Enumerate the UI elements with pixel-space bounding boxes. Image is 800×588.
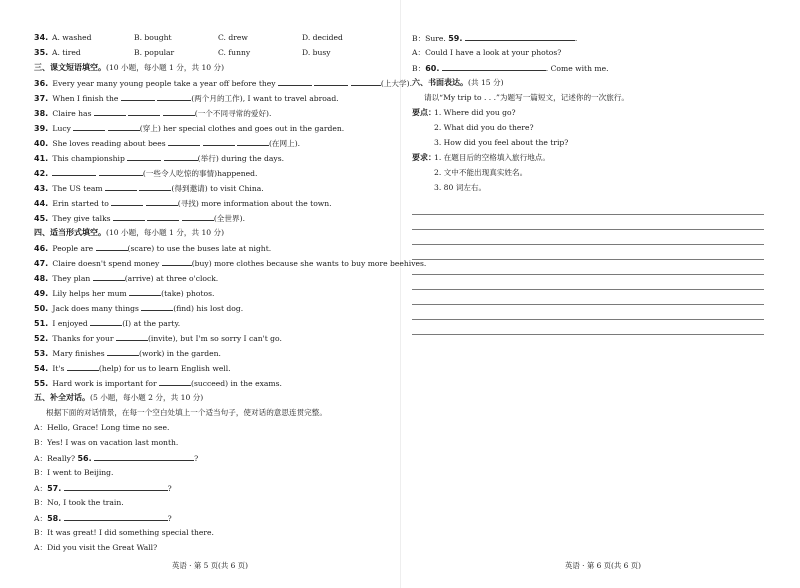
sentence-end: in the garden. (164, 349, 221, 358)
answer-blank[interactable] (146, 195, 178, 206)
dialog-line: A：Could I have a look at your photos? (412, 48, 562, 57)
dialog-punctuation: ? (194, 454, 199, 463)
sentence-start: Lily helps her mum (52, 289, 127, 298)
writing-line[interactable] (412, 320, 764, 335)
sentence-end: in the exams. (228, 379, 282, 388)
phrase-row-37 (34, 90, 392, 105)
writing-line[interactable] (412, 245, 764, 260)
section-5-instruction: 根据下面的对话情景，在每一个空白处填上一个适当句子，使对话的意思连贯完整。 (46, 408, 327, 417)
dialog-punctuation: . (574, 34, 578, 43)
mc-row-35 (34, 45, 392, 60)
requirement-item: 2. 文中不能出现真实姓名。 (434, 168, 528, 177)
answer-blank[interactable] (351, 75, 381, 86)
sentence-start: Lucy (52, 124, 71, 133)
page-fold-divider (400, 0, 401, 588)
sentence-start: They give talks (52, 214, 111, 223)
question-number: 34. (34, 33, 49, 42)
form-row-49 (34, 285, 392, 300)
sentence-start: I enjoyed (52, 319, 88, 328)
section-note: (10 小题，每小题 1 分，共 10 分) (106, 63, 225, 72)
point-item: 1. Where did you go? (434, 108, 516, 117)
question-number: 57. (47, 484, 62, 493)
points-row-2 (412, 120, 766, 135)
answer-blank[interactable] (64, 480, 168, 491)
requirements-label: 要求： (412, 153, 436, 162)
phrase-row-44 (34, 195, 392, 210)
requirements-row-2 (412, 165, 766, 180)
chinese-hint: (一些令人吃惊的事情) (142, 169, 218, 178)
right-page (412, 30, 766, 195)
word-hint: (buy) (191, 259, 212, 268)
option-c: C. drew (218, 33, 248, 42)
answer-blank[interactable] (111, 195, 143, 206)
word-hint: (take) (161, 289, 184, 298)
dialog-line-59 (412, 30, 766, 45)
form-row-53 (34, 345, 392, 360)
dialog-line: B：Yes! I was on vacation last month. (34, 438, 179, 447)
question-number: 35. (34, 48, 49, 57)
answer-blank[interactable] (105, 180, 137, 191)
chinese-hint: (一个不同寻常的爱好) (194, 109, 270, 118)
phrase-row-41 (34, 150, 392, 165)
points-row-1 (412, 105, 766, 120)
question-number: 53. (34, 349, 49, 358)
word-hint: (invite) (147, 334, 176, 343)
option-d: D. decided (302, 33, 343, 42)
sentence-start: Thanks for your (52, 334, 114, 343)
answer-blank[interactable] (139, 180, 171, 191)
form-row-50 (34, 300, 392, 315)
answer-blank[interactable] (278, 75, 312, 86)
sentence-end: her special clothes and goes out in the garden. (160, 124, 345, 133)
section-6-instruction: 请以“My trip to . . .”为题写一篇短文，记述你的一次旅行。 (424, 93, 630, 102)
answer-blank[interactable] (93, 270, 125, 281)
question-number: 41. (34, 154, 49, 163)
form-row-48 (34, 270, 392, 285)
answer-blank[interactable] (203, 135, 235, 146)
chinese-hint: (上大学) (380, 79, 410, 88)
question-number: 49. (34, 289, 49, 298)
word-hint: (succeed) (191, 379, 229, 388)
chinese-hint: (穿上) (139, 124, 161, 133)
answer-blank[interactable] (314, 75, 348, 86)
sentence-start: People are (52, 244, 94, 253)
question-number: 45. (34, 214, 49, 223)
option-c: C. funny (218, 48, 251, 57)
section-note: (10 小题，每小题 1 分，共 10 分) (106, 228, 225, 237)
writing-line[interactable] (412, 290, 764, 305)
question-number: 48. (34, 274, 49, 283)
answer-blank[interactable] (90, 315, 122, 326)
option-a: A. washed (52, 33, 92, 42)
question-number: 37. (34, 94, 49, 103)
chinese-hint: (得到邀请) (171, 184, 208, 193)
answer-blank[interactable] (67, 360, 99, 371)
phrase-row-40 (34, 135, 392, 150)
requirement-item: 1. 在题目后的空格填入旅行地点。 (434, 153, 550, 162)
section-4-heading (34, 225, 392, 240)
sentence-end: to visit China. (207, 184, 264, 193)
requirement-item: 3. 80 词左右。 (434, 183, 487, 192)
answer-blank[interactable] (157, 90, 191, 101)
dialog-punctuation: ? (167, 514, 172, 523)
answer-blank[interactable] (116, 330, 148, 341)
section-note: (共 15 分) (468, 78, 504, 87)
section-3-heading (34, 60, 392, 75)
dialog-speaker-text: A： (34, 514, 48, 523)
answer-blank[interactable] (442, 60, 546, 71)
question-number: 38. (34, 109, 49, 118)
sentence-start: They plan (52, 274, 91, 283)
section-5-heading (34, 390, 392, 405)
sentence-end: his lost dog. (194, 304, 244, 313)
point-item: 2. What did you do there? (434, 123, 534, 132)
sentence-start: She loves reading about bees (52, 139, 166, 148)
form-row-52 (34, 330, 392, 345)
dialog-speaker-text: B： (412, 64, 426, 73)
answer-blank[interactable] (127, 150, 161, 161)
answer-blank[interactable] (159, 375, 191, 386)
dialog-line-57 (34, 480, 392, 495)
question-number: 54. (34, 364, 49, 373)
answer-blank[interactable] (121, 90, 155, 101)
sentence-end: more information about the town. (198, 199, 332, 208)
question-number: 60. (425, 64, 440, 73)
question-number: 40. (34, 139, 49, 148)
phrase-row-42 (34, 165, 392, 180)
writing-line[interactable] (412, 260, 764, 275)
sentence-start: Erin started to (52, 199, 109, 208)
mc-row-34 (34, 30, 392, 45)
form-row-55 (34, 375, 392, 390)
sentence-start: It's (52, 364, 65, 373)
option-d: D. busy (302, 48, 331, 57)
chinese-hint: (举行) (197, 154, 219, 163)
dialog-punctuation: . Come with me. (545, 64, 609, 73)
sentence-start: Every year many young people take a year off before they (52, 79, 276, 88)
sentence-start: When I finish the (52, 94, 119, 103)
word-hint: (scare) (127, 244, 155, 253)
writing-line[interactable] (412, 215, 764, 230)
answer-blank[interactable] (147, 210, 179, 221)
answer-blank[interactable] (73, 120, 105, 131)
points-label: 要点： (412, 108, 436, 117)
sentence-end: photos. (183, 289, 215, 298)
question-number: 46. (34, 244, 49, 253)
question-number: 47. (34, 259, 49, 268)
sentence-end: more clothes because she wants to buy more beehives. (211, 259, 427, 268)
answer-blank[interactable] (129, 285, 161, 296)
section-title: 四、适当形式填空。 (34, 228, 106, 237)
question-number: 42. (34, 169, 49, 178)
chinese-hint: (两个月的工作) (191, 94, 243, 103)
answer-blank[interactable] (162, 255, 192, 266)
points-row-3 (412, 135, 766, 150)
sentence-end: , I want to travel abroad. (242, 94, 339, 103)
sentence-end: at three o'clock. (153, 274, 219, 283)
sentence-end: , but I'm so sorry I can't go. (175, 334, 282, 343)
sentence-start: Hard work is important for (52, 379, 157, 388)
answer-blank[interactable] (237, 135, 269, 146)
question-number: 36. (34, 79, 49, 88)
sentence-start: Mary finishes (52, 349, 105, 358)
writing-line[interactable] (412, 275, 764, 290)
answer-blank[interactable] (113, 210, 145, 221)
chinese-hint: (寻找) (177, 199, 199, 208)
sentence-end: happened. (217, 169, 258, 178)
option-b: B. bought (134, 33, 172, 42)
point-item: 3. How did you feel about the trip? (434, 138, 569, 147)
question-number: 50. (34, 304, 49, 313)
sentence-start: This championship (52, 154, 125, 163)
chinese-hint: (全世界) (213, 214, 243, 223)
answer-blank[interactable] (128, 105, 160, 116)
answer-blank[interactable] (164, 150, 198, 161)
word-hint: (work) (139, 349, 165, 358)
answer-blank[interactable] (465, 30, 578, 43)
answer-blank[interactable] (94, 105, 126, 116)
answer-blank[interactable] (96, 240, 128, 251)
phrase-row-38 (34, 105, 392, 120)
form-row-51 (34, 315, 392, 330)
dialog-line: B：I went to Beijing. (34, 468, 114, 477)
phrase-row-45 (34, 210, 392, 225)
answer-blank[interactable] (107, 345, 139, 356)
dialog-line: A：Hello, Grace! Long time no see. (34, 423, 170, 432)
question-number: 44. (34, 199, 49, 208)
sentence-start: Claire has (52, 109, 92, 118)
section-title: 六、书面表达。 (412, 78, 468, 87)
answer-blank[interactable] (141, 300, 173, 311)
question-number: 55. (34, 379, 49, 388)
writing-line[interactable] (412, 200, 764, 215)
page-footer-left: 英语 · 第 5 页(共 6 页) (172, 561, 248, 570)
dialog-speaker-text: A： (34, 484, 48, 493)
dialog-punctuation: ? (167, 484, 172, 493)
dialog-line: A：Did you visit the Great Wall? (34, 543, 158, 552)
dialog-line-60 (412, 60, 766, 75)
dialog-line-56 (34, 450, 392, 465)
answer-blank[interactable] (168, 135, 200, 146)
sentence-end: . (242, 214, 245, 223)
answer-blank[interactable] (182, 210, 214, 221)
sentence-end: to use the buses late at night. (154, 244, 272, 253)
question-number: 56. (77, 454, 92, 463)
word-hint: (I) (122, 319, 132, 328)
sentence-end: for us to learn English well. (121, 364, 231, 373)
sentence-start: The US team (52, 184, 103, 193)
answer-blank[interactable] (108, 120, 140, 131)
section-title: 三、课文短语填空。 (34, 63, 106, 72)
sentence-end: during the days. (218, 154, 285, 163)
question-number: 39. (34, 124, 49, 133)
dialog-speaker-text: A：Really? (34, 454, 76, 463)
dialog-speaker-text: B：Sure. (412, 34, 446, 43)
question-number: 51. (34, 319, 49, 328)
question-number: 58. (47, 514, 62, 523)
form-row-47 (34, 255, 427, 270)
answer-blank[interactable] (64, 510, 168, 521)
requirements-row-3 (412, 180, 766, 195)
option-b: B. popular (134, 48, 175, 57)
sentence-end: . (297, 139, 301, 148)
section-title: 五、补全对话。 (34, 393, 90, 402)
form-row-54 (34, 360, 392, 375)
dialog-line: B：It was great! I did something special there. (34, 528, 214, 537)
sentence-end: . (269, 109, 272, 118)
option-a: A. tired (52, 48, 81, 57)
sentence-start: Claire doesn't spend money (52, 259, 160, 268)
writing-line[interactable] (412, 305, 764, 320)
form-row-46 (34, 240, 392, 255)
word-hint: (find) (173, 304, 195, 313)
section-6-heading (412, 75, 766, 90)
sentence-end: at the party. (131, 319, 181, 328)
page-footer-right: 英语 · 第 6 页(共 6 页) (565, 561, 641, 570)
composition-writing-area[interactable] (412, 200, 764, 335)
answer-blank[interactable] (52, 165, 96, 176)
dialog-line-58 (34, 510, 392, 525)
section-note: (5 小题，每小题 2 分，共 10 分) (90, 393, 204, 402)
sentence-start: Jack does many things (52, 304, 139, 313)
writing-line[interactable] (412, 230, 764, 245)
question-number: 59. (448, 34, 463, 43)
question-number: 43. (34, 184, 49, 193)
chinese-hint: (在网上) (268, 139, 298, 148)
answer-blank[interactable] (94, 450, 194, 461)
answer-blank[interactable] (163, 105, 195, 116)
word-hint: (help) (98, 364, 122, 373)
phrase-row-43 (34, 180, 392, 195)
answer-blank[interactable] (99, 165, 143, 176)
phrase-row-39 (34, 120, 392, 135)
requirements-row-1 (412, 150, 766, 165)
phrase-row-36: 36. Every year many young people take a year off before they (上大学). (34, 75, 392, 90)
question-number: 52. (34, 334, 49, 343)
dialog-line: B：No, I took the train. (34, 498, 124, 507)
word-hint: (arrive) (124, 274, 154, 283)
